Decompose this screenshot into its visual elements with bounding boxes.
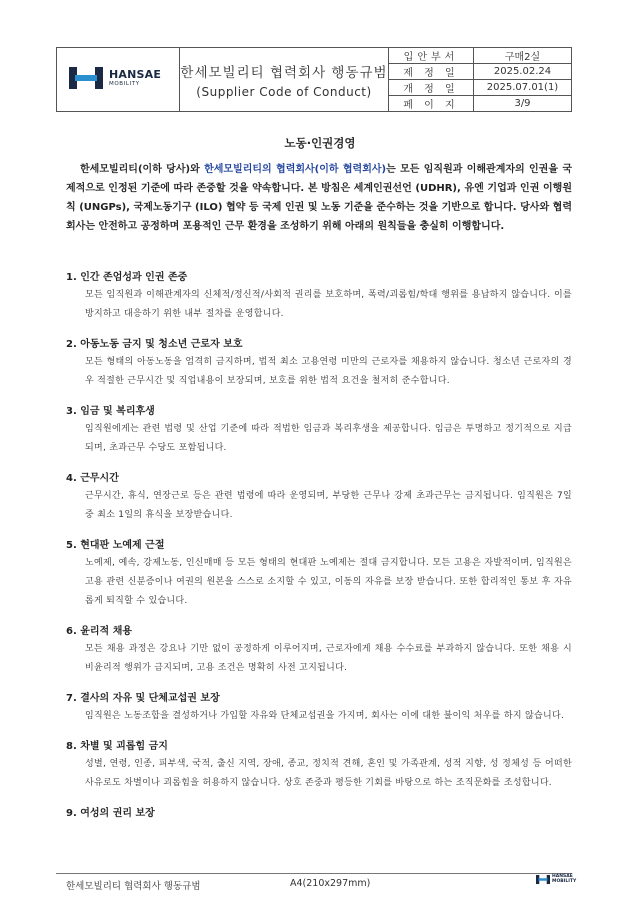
section-body: 모든 형태의 아동노동을 엄격히 금지하며, 법적 최소 고용연령 미만의 근로자를 채용하지 않습니다. 청소년 근로자의 경우 적절한 근무시간 및 직업내용이 보장되며, 보호를 위한 법적 요건을 철저히 준수합니다.: [85, 357, 572, 386]
intro-paragraph: [66, 160, 572, 236]
section-title: 5. 현대판 노예제 근절: [66, 540, 165, 551]
meta-value-page: 3/9: [474, 96, 572, 112]
section-body: 노예제, 예속, 강제노동, 인신매매 등 모든 형태의 현대판 노예제는 절대 금지합니다. 모든 고용은 자발적이며, 임직원은 고용 관련 신분증이나 여권의 원본을 스스로 소지할 수 있고, 이동의 자유를 보장 받습니다. 또한 합리적인 통보 후 자유롭게 퇴직할 수 있습니다.: [85, 558, 572, 606]
footer-logo-icon: [536, 874, 550, 885]
meta-label-dept: 입안부서: [389, 48, 474, 64]
footer-doc-name: 한세모빌리티 협력회사 행동규범: [66, 881, 201, 892]
section-title: 9. 여성의 권리 보장: [66, 808, 155, 819]
intro-part1: 한세모빌리티(이하 당사)와: [80, 164, 205, 175]
section-freedom-of-association: [66, 691, 572, 726]
section-title: 3. 임금 및 복리후생: [66, 406, 155, 417]
meta-label-page: 페 이 지: [389, 96, 474, 112]
logo-cell: [57, 48, 180, 112]
principles-list: [66, 270, 572, 835]
header-title-cell: [180, 48, 389, 112]
section-body: 모든 임직원과 이해관계자의 신체적/정신적/사회적 권리를 보호하며, 폭력/괴롭힘/학대 행위를 용납하지 않습니다. 이를 방지하고 대응하기 위한 내부 절차를 운영합니다.: [85, 290, 572, 319]
section-working-hours: [66, 471, 572, 525]
section-child-labor: [66, 337, 572, 391]
document-header: [56, 47, 572, 112]
section-body: 근무시간, 휴식, 연장근로 등은 관련 법령에 따라 운영되며, 부당한 근무나 강제 초과근무는 금지됩니다. 임직원은 7일 중 최소 1일의 휴식을 보장받습니다.: [85, 491, 572, 520]
section-wages: [66, 404, 572, 458]
section-modern-slavery: [66, 538, 572, 611]
section-ethical-recruitment: [66, 624, 572, 678]
page-title: 노동·인권경영: [284, 136, 356, 150]
section-body: 모든 채용 과정은 강요나 기만 없이 공정하게 이루어지며, 근로자에게 채용 수수료를 부과하지 않습니다. 또한 채용 시 비윤리적 행위가 금지되며, 고용 조건은 명확히 사전 고지됩니다.: [85, 644, 572, 673]
section-title: 7. 결사의 자유 및 단체교섭권 보장: [66, 693, 220, 704]
footer-paper-size: A4(210x297mm): [290, 878, 371, 889]
logo-sub: MOBILITY: [109, 80, 140, 87]
section-anti-discrimination: [66, 739, 572, 793]
section-body: 임직원에게는 관련 법령 및 산업 기준에 따라 적법한 임금과 복리후생을 제공합니다. 임금은 투명하고 정기적으로 지급되며, 초과근무 수당도 포함됩니다.: [85, 424, 572, 453]
logo-name: HANSAE: [109, 67, 162, 81]
section-womens-rights: [66, 806, 572, 822]
intro-part2: 는 모든 임직원과 이해관계자의 인권을 국제적으로 인정된 기준에 따라 존중할 것을 약속합니다. 본 방침은 세계인권선언 (UDHR), 유엔 기업과 인권 이행원칙 (UNGPs), 국제노동기구 (ILO) 협약 등 국제 인권 및 노동 기준을 준수하는 것을 기반으로 합니다. 당사와 협력회사는 안전하고 공정하며 포용적인 근무 환경을 조성하기 위해 아래의 원칙들을 충실히 이행합니다.: [66, 164, 572, 232]
section-title: 1. 인간 존엄성과 인권 존중: [66, 272, 188, 283]
header-title-ko: 한세모빌리티 협력회사 행동규범: [180, 64, 388, 81]
section-title: 8. 차별 및 괴롭힘 금지: [66, 741, 168, 752]
footer-logo-sub: MOBILITY: [552, 878, 577, 884]
section-human-dignity: [66, 270, 572, 324]
section-title: 6. 윤리적 채용: [66, 626, 133, 637]
footer-logo-name: HANSAE: [552, 873, 573, 879]
meta-value-dept: 구매2실: [474, 48, 572, 64]
header-title-en: (Supplier Code of Conduct): [196, 84, 372, 99]
hansae-logo: [69, 65, 161, 91]
section-body: 성별, 연령, 인종, 피부색, 국적, 출신 지역, 장애, 종교, 정치적 견해, 혼인 및 가족관계, 성적 지향, 성 정체성 등 어떠한 사유로도 차별이나 괴롭힘을 허용하지 않습니다. 상호 존중과 평등한 기회를 바탕으로 하는 조직문화를 조성합니다.: [85, 759, 572, 788]
footer-divider: [56, 873, 572, 874]
hansae-logo-icon: [69, 65, 103, 91]
section-body: 임직원은 노동조합을 결성하거나 가입할 자유와 단체교섭권을 가지며, 회사는 이에 대한 불이익 처우를 하지 않습니다.: [85, 711, 565, 721]
meta-label-enacted: 제 정 일: [389, 64, 474, 80]
meta-value-revised: 2025.07.01(1): [474, 80, 572, 96]
section-title: 2. 아동노동 금지 및 청소년 근로자 보호: [66, 339, 243, 350]
meta-label-revised: 개 정 일: [389, 80, 474, 96]
meta-value-enacted: 2025.02.24: [474, 64, 572, 80]
section-title: 4. 근무시간: [66, 473, 119, 484]
intro-highlight: 한세모빌리티의 협력회사(이하 협력회사): [204, 164, 387, 175]
footer-logo: [536, 874, 576, 885]
